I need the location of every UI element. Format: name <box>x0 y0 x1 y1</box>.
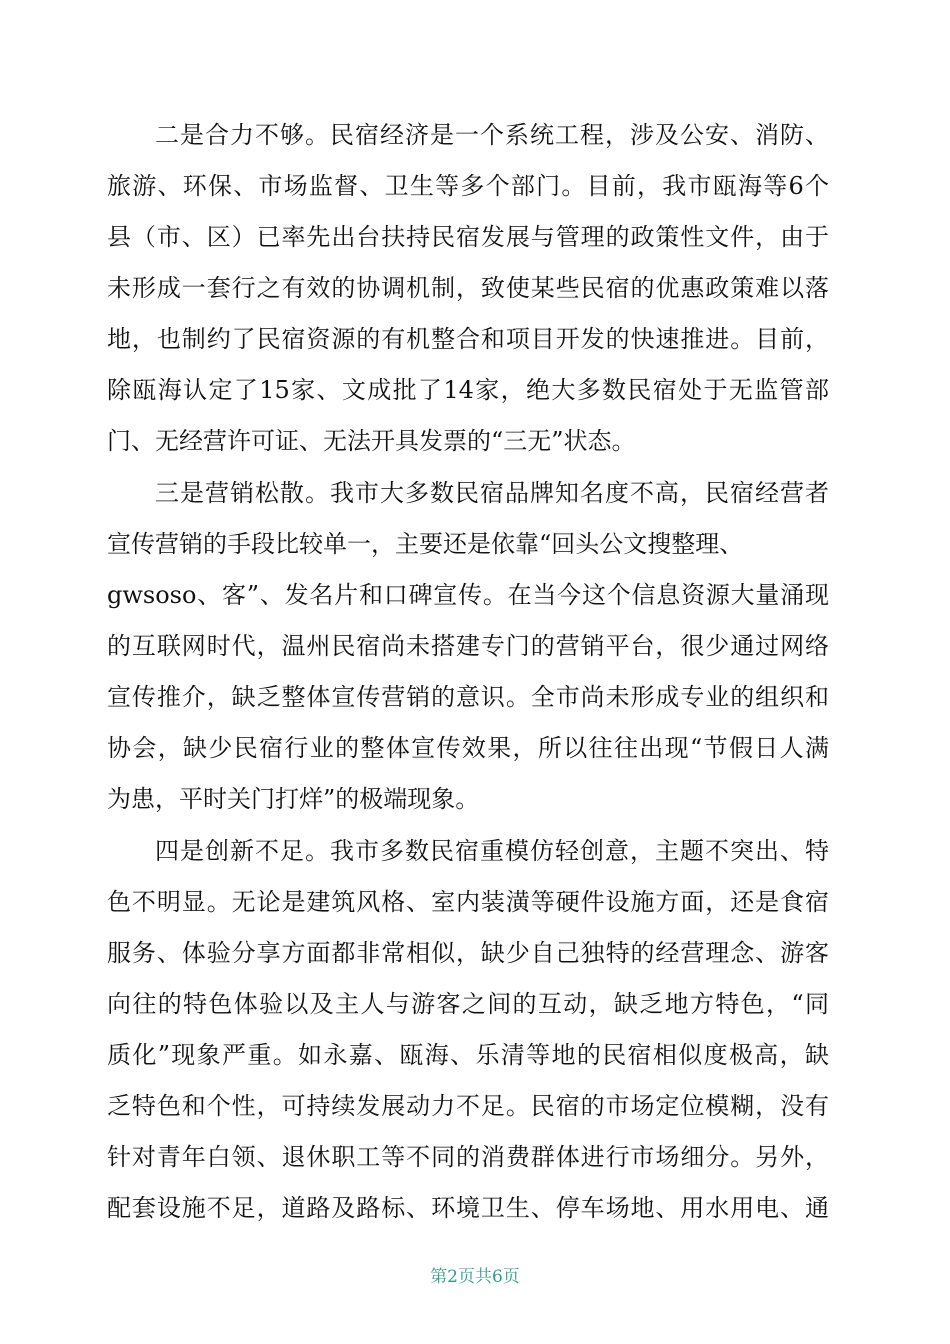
text-line: 门、无经营许可证、无法开具发票的“三无”状态。 <box>107 427 636 455</box>
text-line: 的互联网时代，温州民宿尚未搭建专门的营销平台，很少通过网络 <box>107 632 829 660</box>
document-body <box>107 110 829 1235</box>
text-line: 除瓯海认定了15家、文成批了14家，绝大多数民宿处于无监管部 <box>107 376 829 404</box>
page-number-footer: 第2页共6页 <box>430 1267 520 1287</box>
text-line: 四是创新不足。我市多数民宿重模仿轻创意，主题不突出、特 <box>155 837 829 865</box>
text-line: 地，也制约了民宿资源的有机整合和项目开发的快速推进。目前， <box>107 325 829 353</box>
text-line: 向往的特色体验以及主人与游客之间的互动，缺乏地方特色，“同 <box>107 990 829 1018</box>
paragraph-marketing <box>107 468 829 825</box>
text-line: 县（市、区）已率先出台扶持民宿发展与管理的政策性文件，由于 <box>107 223 829 251</box>
paragraph-innovation <box>107 826 829 1234</box>
text-line: 为患，平时关门打烊”的极端现象。 <box>107 785 480 813</box>
text-line: 配套设施不足，道路及路标、环境卫生、停车场地、用水用电、通 <box>107 1194 829 1222</box>
text-line: 旅游、环保、市场监督、卫生等多个部门。目前，我市瓯海等6个 <box>107 172 829 200</box>
text-line: 服务、体验分享方面都非常相似，缺少自己独特的经营理念、游客 <box>107 939 829 967</box>
text-line: 宣传推介，缺乏整体宣传营销的意识。全市尚未形成专业的组织和 <box>107 683 829 711</box>
text-line: 宣传营销的手段比较单一，主要还是依靠“回头公文搜整理、 <box>107 530 744 558</box>
text-line: 乏特色和个性，可持续发展动力不足。民宿的市场定位模糊，没有 <box>107 1092 829 1120</box>
text-line: gwsoso、客”、发名片和口碑宣传。在当今这个信息资源大量涌现 <box>107 581 829 609</box>
text-line: 色不明显。无论是建筑风格、室内装潢等硬件设施方面，还是食宿 <box>107 888 829 916</box>
paragraph-cooperation <box>107 110 829 467</box>
text-line: 未形成一套行之有效的协调机制，致使某些民宿的优惠政策难以落 <box>107 274 829 302</box>
text-line: 协会，缺少民宿行业的整体宣传效果，所以往往出现“节假日人满 <box>107 734 829 762</box>
text-line: 二是合力不够。民宿经济是一个系统工程，涉及公安、消防、 <box>155 121 829 149</box>
text-line: 质化”现象严重。如永嘉、瓯海、乐清等地的民宿相似度极高，缺 <box>107 1041 829 1069</box>
text-line: 三是营销松散。我市大多数民宿品牌知名度不高，民宿经营者 <box>155 479 829 507</box>
text-line: 针对青年白领、退休职工等不同的消费群体进行市场细分。另外， <box>107 1143 829 1171</box>
